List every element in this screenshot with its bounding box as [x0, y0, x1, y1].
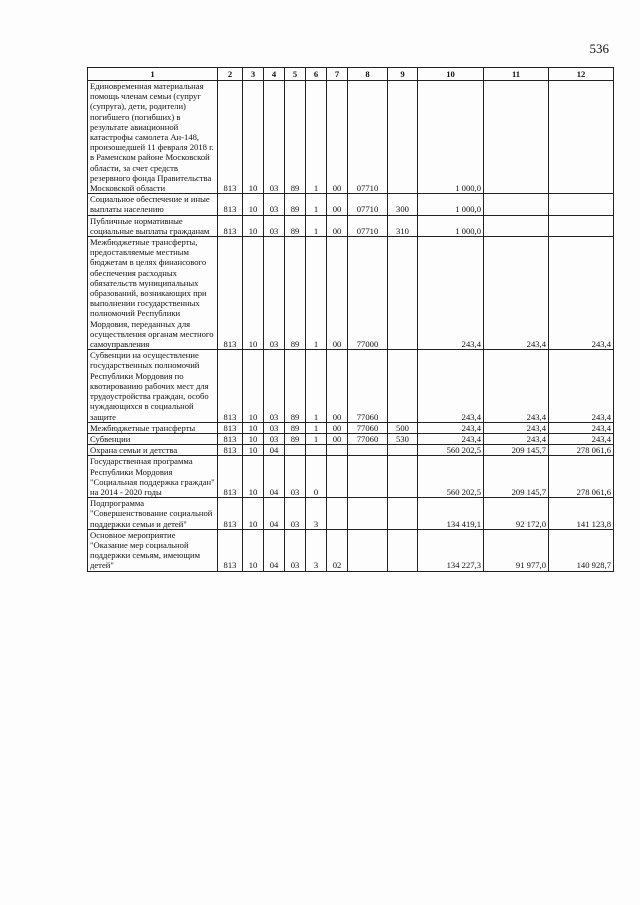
row-name-cell: Подпрограмма "Совершенствование социальной поддержки семьи и детей": [88, 498, 218, 530]
cell-col-8: 77060: [348, 350, 388, 422]
cell-col-12: 243,4: [549, 433, 614, 444]
cell-col-10: 243,4: [418, 433, 484, 444]
cell-col-8: [348, 529, 388, 571]
cell-col-4: 03: [264, 194, 285, 215]
cell-col-3: 10: [243, 422, 264, 433]
column-header: 10: [418, 68, 484, 81]
cell-col-10: 560 202,5: [418, 456, 484, 498]
cell-col-2: 813: [218, 456, 243, 498]
cell-col-11: 243,4: [484, 422, 549, 433]
table-row: [88, 433, 614, 444]
cell-col-10: 243,4: [418, 422, 484, 433]
cell-col-5: 03: [285, 529, 306, 571]
cell-col-12: 243,4: [549, 422, 614, 433]
column-header: 4: [264, 68, 285, 81]
cell-col-2: 813: [218, 237, 243, 350]
cell-col-11: 243,4: [484, 433, 549, 444]
cell-col-12: 278 061,6: [549, 456, 614, 498]
cell-col-4: 03: [264, 237, 285, 350]
cell-col-6: [306, 445, 327, 456]
cell-col-6: 1: [306, 194, 327, 215]
row-name-cell: Социальное обеспечение и иные выплаты населению: [88, 194, 218, 215]
column-header: 12: [549, 68, 614, 81]
cell-col-2: 813: [218, 194, 243, 215]
cell-col-10: 1 000,0: [418, 215, 484, 236]
cell-col-5: [285, 445, 306, 456]
cell-col-7: 00: [327, 215, 348, 236]
table-row: [88, 456, 614, 498]
cell-col-11: 92 172,0: [484, 498, 549, 530]
cell-col-5: 89: [285, 350, 306, 422]
cell-col-12: 278 061,6: [549, 445, 614, 456]
cell-col-8: [348, 456, 388, 498]
cell-col-8: 07710: [348, 81, 388, 194]
cell-col-11: [484, 194, 549, 215]
cell-col-10: 134 227,3: [418, 529, 484, 571]
column-header: 3: [243, 68, 264, 81]
page-number: 536: [589, 41, 609, 56]
cell-col-2: 813: [218, 422, 243, 433]
column-header: 1: [88, 68, 218, 81]
cell-col-7: [327, 498, 348, 530]
row-name-cell: Государственная программа Республики Мордовия "Социальная поддержка граждан" на 2014 - 2020 годы: [88, 456, 218, 498]
cell-col-6: 1: [306, 350, 327, 422]
table-row: [88, 445, 614, 456]
cell-col-12: 141 123,8: [549, 498, 614, 530]
cell-col-6: 0: [306, 456, 327, 498]
cell-col-10: 560 202,5: [418, 445, 484, 456]
cell-col-3: 10: [243, 498, 264, 530]
cell-col-4: 03: [264, 215, 285, 236]
cell-col-7: 00: [327, 81, 348, 194]
row-name-cell: Межбюджетные трансферты: [88, 422, 218, 433]
cell-col-2: 813: [218, 529, 243, 571]
cell-col-11: 209 145,7: [484, 456, 549, 498]
cell-col-5: 03: [285, 498, 306, 530]
cell-col-10: 243,4: [418, 350, 484, 422]
cell-col-5: 89: [285, 422, 306, 433]
cell-col-9: [388, 350, 418, 422]
table-row: [88, 194, 614, 215]
cell-col-11: 91 977,0: [484, 529, 549, 571]
cell-col-4: 04: [264, 498, 285, 530]
cell-col-3: 10: [243, 456, 264, 498]
cell-col-6: 1: [306, 215, 327, 236]
cell-col-12: 140 928,7: [549, 529, 614, 571]
cell-col-4: 04: [264, 529, 285, 571]
cell-col-8: 07710: [348, 194, 388, 215]
column-header: 11: [484, 68, 549, 81]
row-name-cell: Охрана семьи и детства: [88, 445, 218, 456]
cell-col-11: [484, 215, 549, 236]
column-header: 9: [388, 68, 418, 81]
cell-col-3: 10: [243, 237, 264, 350]
cell-col-6: 1: [306, 237, 327, 350]
cell-col-3: 10: [243, 529, 264, 571]
cell-col-2: 813: [218, 445, 243, 456]
row-name-cell: Субвенции: [88, 433, 218, 444]
cell-col-4: 03: [264, 81, 285, 194]
cell-col-11: 243,4: [484, 350, 549, 422]
cell-col-3: 10: [243, 445, 264, 456]
cell-col-9: [388, 529, 418, 571]
cell-col-6: 1: [306, 81, 327, 194]
column-header: 6: [306, 68, 327, 81]
cell-col-12: 243,4: [549, 237, 614, 350]
cell-col-9: [388, 237, 418, 350]
cell-col-7: 00: [327, 433, 348, 444]
cell-col-7: 00: [327, 194, 348, 215]
cell-col-9: [388, 445, 418, 456]
cell-col-8: 77060: [348, 422, 388, 433]
cell-col-11: 209 145,7: [484, 445, 549, 456]
cell-col-4: 03: [264, 422, 285, 433]
cell-col-7: 00: [327, 422, 348, 433]
cell-col-7: [327, 456, 348, 498]
cell-col-7: [327, 445, 348, 456]
cell-col-3: 10: [243, 194, 264, 215]
column-header: 8: [348, 68, 388, 81]
cell-col-2: 813: [218, 350, 243, 422]
cell-col-12: 243,4: [549, 350, 614, 422]
cell-col-9: 500: [388, 422, 418, 433]
cell-col-11: 243,4: [484, 237, 549, 350]
cell-col-7: 00: [327, 237, 348, 350]
cell-col-3: 10: [243, 433, 264, 444]
cell-col-8: 07710: [348, 215, 388, 236]
cell-col-10: 134 419,1: [418, 498, 484, 530]
table-row: [88, 237, 614, 350]
table-header-row: [88, 68, 614, 81]
cell-col-2: 813: [218, 498, 243, 530]
column-header: 2: [218, 68, 243, 81]
row-name-cell: Публичные нормативные социальные выплаты гражданам: [88, 215, 218, 236]
column-header: 7: [327, 68, 348, 81]
cell-col-2: 813: [218, 215, 243, 236]
cell-col-6: 1: [306, 422, 327, 433]
budget-table: [87, 67, 614, 572]
cell-col-9: 300: [388, 194, 418, 215]
table-row: [88, 215, 614, 236]
table-row: [88, 498, 614, 530]
cell-col-9: [388, 456, 418, 498]
table-row: [88, 350, 614, 422]
row-name-cell: Межбюджетные трансферты, предоставляемые местным бюджетам в целях финансового обеспечения расходных обязательств муниципальных образований, возникающих при выполнении государственных полномочий Республики Мордовия, переданных для осуществления органам местного самоуправления: [88, 237, 218, 350]
cell-col-4: 04: [264, 456, 285, 498]
cell-col-2: 813: [218, 433, 243, 444]
cell-col-8: [348, 445, 388, 456]
cell-col-5: 89: [285, 237, 306, 350]
cell-col-9: [388, 81, 418, 194]
row-name-cell: Единовременная материальная помощь членам семьи (супруг (супруга), дети, родители) погибшего (погибших) в результате авиационной катастрофы самолета Ан-148, произошедшей 11 февраля 2018 г. в Раменском районе Московской области, за счет средств резервного фонда Правительства Московской области: [88, 81, 218, 194]
cell-col-5: 89: [285, 81, 306, 194]
table-row: [88, 81, 614, 194]
cell-col-6: 3: [306, 529, 327, 571]
cell-col-3: 10: [243, 81, 264, 194]
cell-col-11: [484, 81, 549, 194]
cell-col-12: [549, 194, 614, 215]
cell-col-7: 02: [327, 529, 348, 571]
cell-col-8: [348, 498, 388, 530]
cell-col-4: 04: [264, 445, 285, 456]
cell-col-4: 03: [264, 350, 285, 422]
table-row: [88, 422, 614, 433]
cell-col-9: [388, 498, 418, 530]
cell-col-5: 89: [285, 215, 306, 236]
table-row: [88, 529, 614, 571]
cell-col-12: [549, 81, 614, 194]
cell-col-10: 243,4: [418, 237, 484, 350]
cell-col-3: 10: [243, 215, 264, 236]
cell-col-2: 813: [218, 81, 243, 194]
cell-col-9: 310: [388, 215, 418, 236]
row-name-cell: Субвенции на осуществление государственных полномочий Республики Мордовия по квотированию рабочих мест для трудоустройства граждан, особо нуждающихся в социальной защите: [88, 350, 218, 422]
row-name-cell: Основное мероприятие "Оказание мер социальной поддержки семьям, имеющим детей": [88, 529, 218, 571]
cell-col-8: 77000: [348, 237, 388, 350]
cell-col-12: [549, 215, 614, 236]
cell-col-6: 1: [306, 433, 327, 444]
cell-col-5: 03: [285, 456, 306, 498]
cell-col-10: 1 000,0: [418, 81, 484, 194]
cell-col-7: 00: [327, 350, 348, 422]
cell-col-9: 530: [388, 433, 418, 444]
cell-col-10: 1 000,0: [418, 194, 484, 215]
cell-col-8: 77060: [348, 433, 388, 444]
cell-col-4: 03: [264, 433, 285, 444]
cell-col-5: 89: [285, 433, 306, 444]
cell-col-5: 89: [285, 194, 306, 215]
cell-col-3: 10: [243, 350, 264, 422]
cell-col-6: 3: [306, 498, 327, 530]
column-header: 5: [285, 68, 306, 81]
